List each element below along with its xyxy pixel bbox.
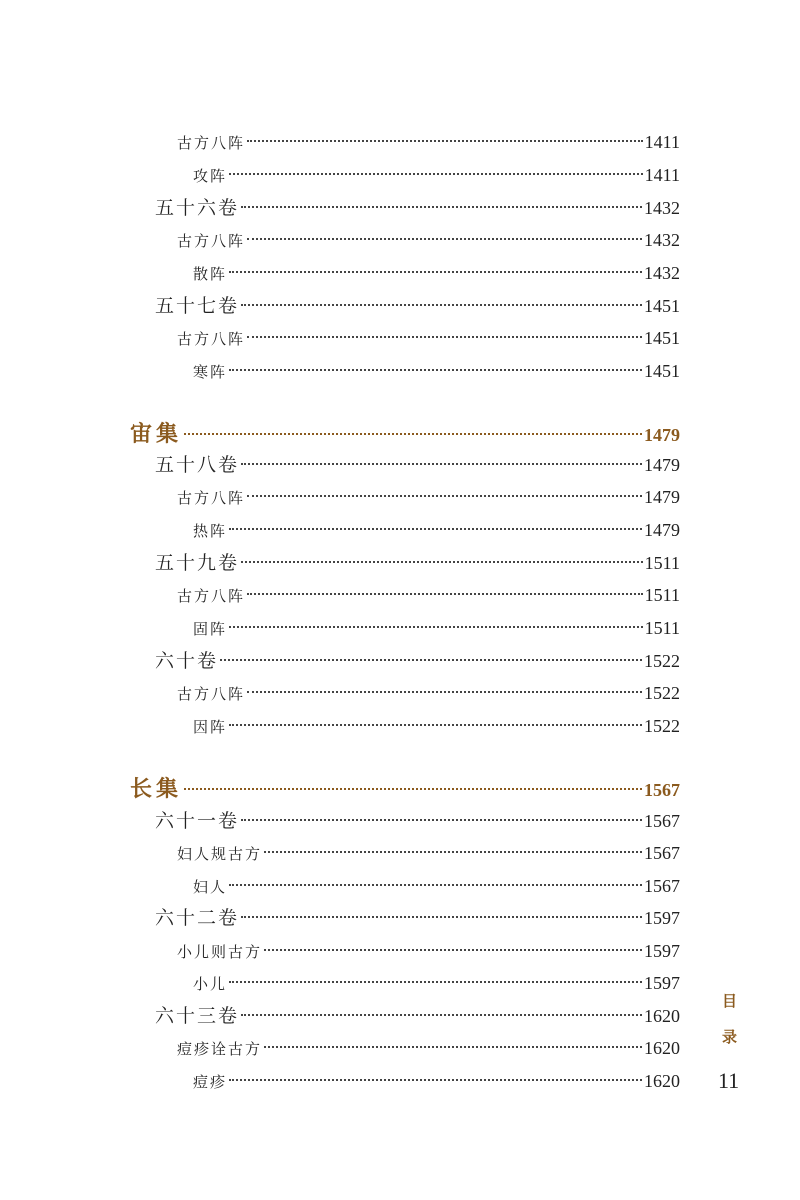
toc-entry-page: 1567 <box>644 780 680 800</box>
dot-leader <box>241 304 642 306</box>
toc-entry-page: 1597 <box>644 973 680 993</box>
toc-entry-title: 固阵 <box>193 620 228 638</box>
dot-leader <box>241 206 642 208</box>
dot-leader <box>247 238 642 240</box>
toc-entry[interactable] <box>155 549 680 577</box>
toc-entry-title: 攻阵 <box>193 167 228 185</box>
toc-entry[interactable] <box>177 581 680 609</box>
toc-entry-page: 1567 <box>644 811 680 831</box>
toc-entry-page: 1432 <box>644 263 680 283</box>
toc-collection-heading[interactable] <box>130 420 680 448</box>
toc-entry[interactable] <box>193 969 680 997</box>
dot-leader <box>241 819 642 821</box>
dot-leader <box>241 561 643 563</box>
toc-entry-title: 五十七卷 <box>155 295 240 317</box>
toc-entry-page: 1451 <box>644 361 680 381</box>
toc-entry-title: 六十二卷 <box>155 907 240 929</box>
toc-entry[interactable] <box>193 259 680 287</box>
dot-leader <box>247 495 642 497</box>
toc-entry-page: 1511 <box>644 618 680 638</box>
toc-entry-page: 1432 <box>644 230 680 250</box>
toc-entry[interactable] <box>193 614 680 642</box>
toc-entry[interactable] <box>193 516 680 544</box>
toc-entry-title: 六十一卷 <box>155 810 240 832</box>
toc-entry-page: 1522 <box>644 651 680 671</box>
toc-entry-page: 1567 <box>644 843 680 863</box>
dot-leader <box>229 271 642 273</box>
toc-entry[interactable] <box>177 128 680 156</box>
toc-entry-page: 1522 <box>644 683 680 703</box>
dot-leader <box>247 336 642 338</box>
dot-leader <box>229 528 642 530</box>
page-number: 11 <box>718 1068 740 1093</box>
toc-entry-title: 散阵 <box>193 265 228 283</box>
toc-entry-title: 古方八阵 <box>177 232 246 250</box>
toc-entry-page: 1411 <box>644 132 680 152</box>
toc-entry[interactable] <box>177 839 680 867</box>
dot-leader <box>264 1046 642 1048</box>
toc-entry[interactable] <box>177 324 680 352</box>
toc-entry-page: 1479 <box>644 487 680 507</box>
toc-entry-title: 寒阵 <box>193 363 228 381</box>
toc-entry-page: 1597 <box>644 908 680 928</box>
toc-entry-title: 妇人 <box>193 878 228 896</box>
toc-entry-title: 小儿则古方 <box>177 943 263 961</box>
toc-entry-title: 热阵 <box>193 522 228 540</box>
dot-leader <box>229 173 643 175</box>
toc-entry-page: 1451 <box>644 328 680 348</box>
toc-entry-page: 1620 <box>644 1071 680 1091</box>
toc-entry[interactable] <box>155 451 680 479</box>
toc-entry-page: 1511 <box>644 553 680 573</box>
toc-entry[interactable] <box>193 357 680 385</box>
toc-entry-page: 1597 <box>644 941 680 961</box>
toc-entry-page: 1479 <box>644 425 680 445</box>
toc-entry-title: 古方八阵 <box>177 587 246 605</box>
toc-entry-title: 古方八阵 <box>177 489 246 507</box>
toc-entry[interactable] <box>155 1002 680 1030</box>
dot-leader <box>264 949 642 951</box>
dot-leader <box>241 1014 642 1016</box>
toc-entry-title: 妇人规古方 <box>177 845 263 863</box>
toc-entry-title: 五十八卷 <box>155 454 240 476</box>
toc-entry[interactable] <box>177 226 680 254</box>
toc-entry[interactable] <box>177 1034 680 1062</box>
toc-entry-page: 1567 <box>644 876 680 896</box>
dot-leader <box>229 626 643 628</box>
toc-entry[interactable] <box>193 712 680 740</box>
dot-leader <box>264 851 642 853</box>
toc-entry-page: 1522 <box>644 716 680 736</box>
toc-entry[interactable] <box>177 679 680 707</box>
toc-entry[interactable] <box>155 904 680 932</box>
dot-leader <box>184 433 642 435</box>
toc-entry-title: 五十六卷 <box>155 197 240 219</box>
toc-entry-title: 痘疹 <box>193 1073 228 1091</box>
dot-leader <box>229 369 642 371</box>
toc-entry-title: 宙集 <box>130 421 183 447</box>
dot-leader <box>241 463 642 465</box>
section-marker-char: 录 <box>722 1028 738 1046</box>
toc-entry-page: 1620 <box>644 1006 680 1026</box>
dot-leader <box>229 884 642 886</box>
toc-entry-page: 1511 <box>644 585 680 605</box>
toc-entry-title: 古方八阵 <box>177 134 246 152</box>
toc-entry[interactable] <box>177 483 680 511</box>
toc-entry-title: 小儿 <box>193 975 228 993</box>
toc-entry-title: 六十卷 <box>155 650 219 672</box>
toc-entry[interactable] <box>155 292 680 320</box>
dot-leader <box>184 788 642 790</box>
toc-entry-page: 1620 <box>644 1038 680 1058</box>
toc-entry-page: 1432 <box>644 198 680 218</box>
toc-entry-page: 1479 <box>644 455 680 475</box>
toc-entry[interactable] <box>193 1067 680 1095</box>
toc-entry[interactable] <box>155 647 680 675</box>
section-marker-char: 目 <box>722 992 738 1010</box>
toc-entry-title: 因阵 <box>193 718 228 736</box>
toc-entry-title: 六十三卷 <box>155 1005 240 1027</box>
toc-entry[interactable] <box>193 872 680 900</box>
toc-entry-page: 1451 <box>644 296 680 316</box>
dot-leader <box>241 916 642 918</box>
dot-leader <box>229 724 642 726</box>
toc-entry-page: 1479 <box>644 520 680 540</box>
dot-leader <box>247 140 643 142</box>
dot-leader <box>247 691 642 693</box>
toc-entry-title: 长集 <box>130 776 183 802</box>
dot-leader <box>229 981 642 983</box>
toc-entry-title: 古方八阵 <box>177 330 246 348</box>
toc-entry[interactable] <box>177 937 680 965</box>
toc-entry[interactable] <box>193 161 680 189</box>
toc-entry-page: 1411 <box>644 165 680 185</box>
dot-leader <box>220 659 642 661</box>
toc-entry[interactable] <box>155 807 680 835</box>
toc-collection-heading[interactable] <box>130 775 680 803</box>
toc-entry-title: 五十九卷 <box>155 552 240 574</box>
toc-entry[interactable] <box>155 194 680 222</box>
dot-leader <box>247 593 643 595</box>
toc-entry-title: 古方八阵 <box>177 685 246 703</box>
toc-entry-title: 痘疹诠古方 <box>177 1040 263 1058</box>
dot-leader <box>229 1079 642 1081</box>
